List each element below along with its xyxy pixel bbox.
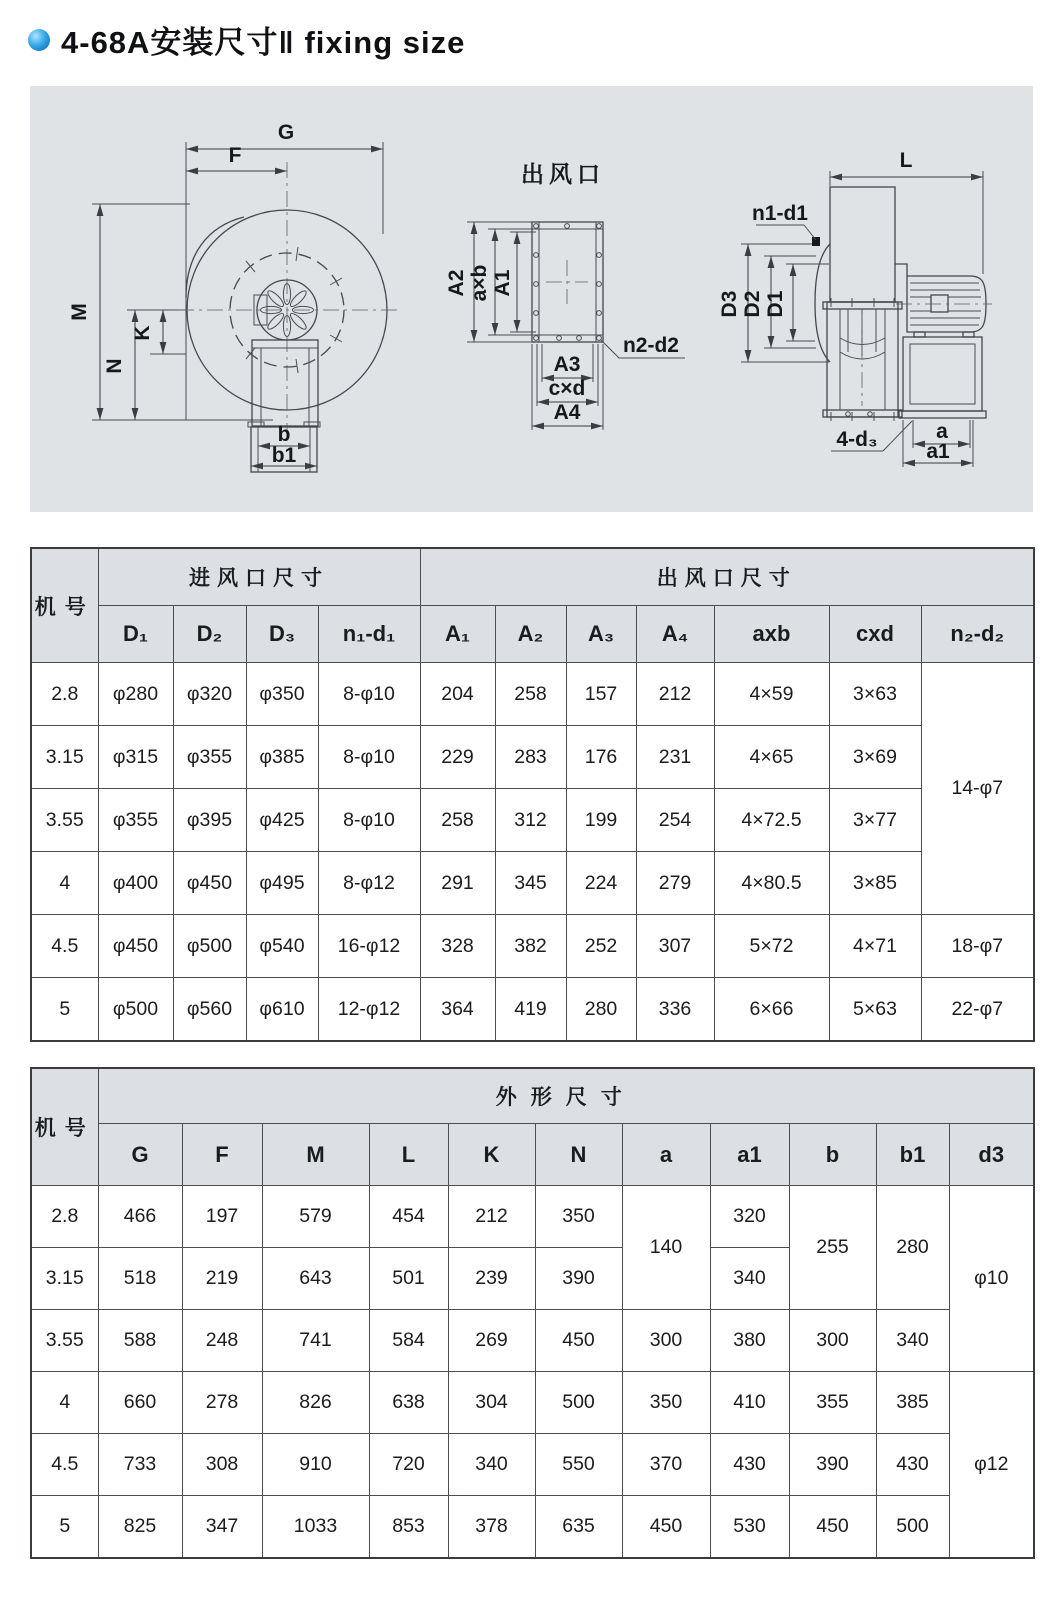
cell-G: 518: [98, 1248, 182, 1310]
dim-label-b1: b1: [271, 444, 297, 467]
cell-A2: 419: [495, 978, 566, 1042]
header-cell-N: N: [535, 1124, 622, 1186]
cell-model: 3.15: [31, 726, 98, 789]
cell-model: 2.8: [31, 663, 98, 726]
cell-a: 300: [622, 1310, 710, 1372]
cell-L: 853: [369, 1496, 448, 1559]
cell-cxd: 3×69: [829, 726, 921, 789]
front-view-drawing: [68, 121, 402, 472]
cell-b1: 280: [876, 1186, 949, 1310]
cell-a: 350: [622, 1372, 710, 1434]
dim-label-4-d3: 4-d₃: [836, 428, 878, 451]
cell-D1: φ315: [98, 726, 173, 789]
header-cell-D2: D₂: [173, 606, 246, 663]
cell-F: 219: [182, 1248, 262, 1310]
cell-A3: 176: [566, 726, 636, 789]
header-cell-A3: A₃: [566, 606, 636, 663]
dim-label-K: K: [131, 325, 154, 341]
table-row: [31, 663, 1034, 726]
table-row: [31, 726, 1034, 789]
cell-D2: φ560: [173, 978, 246, 1042]
cell-model: 5: [31, 1496, 98, 1559]
cell-D1: φ400: [98, 852, 173, 915]
cell-a: 370: [622, 1434, 710, 1496]
header-cell-a: a: [622, 1124, 710, 1186]
cell-model: 4: [31, 852, 98, 915]
cell-G: 466: [98, 1186, 182, 1248]
cell-A2: 312: [495, 789, 566, 852]
header-cell-G: G: [98, 1124, 182, 1186]
cell-b1: 385: [876, 1372, 949, 1434]
cell-D2: φ320: [173, 663, 246, 726]
cell-A3: 157: [566, 663, 636, 726]
cell-b: 300: [789, 1310, 876, 1372]
dim-label-G: G: [277, 121, 295, 144]
cell-F: 278: [182, 1372, 262, 1434]
cell-A2: 258: [495, 663, 566, 726]
cell-L: 454: [369, 1186, 448, 1248]
cell-model: 3.15: [31, 1248, 98, 1310]
cell-a1: 530: [710, 1496, 789, 1559]
side-view-drawing: [718, 149, 992, 467]
cell-A2: 382: [495, 915, 566, 978]
dim-label-axb: a×b: [468, 264, 491, 302]
dim-label-F: F: [228, 144, 242, 167]
header-cell-D1: D₁: [98, 606, 173, 663]
cell-F: 347: [182, 1496, 262, 1559]
dim-label-A2: A2: [445, 269, 468, 297]
header-cell-b1: b1: [876, 1124, 949, 1186]
cell-K: 239: [448, 1248, 535, 1310]
cell-n1-d1: 16-φ12: [318, 915, 420, 978]
dim-label-A3: A3: [553, 353, 581, 376]
cell-cxd: 4×71: [829, 915, 921, 978]
header-cell-A2: A₂: [495, 606, 566, 663]
cell-A4: 254: [636, 789, 714, 852]
cell-F: 197: [182, 1186, 262, 1248]
outlet-view-title: 出风口: [521, 161, 605, 187]
dim-label-L: L: [899, 149, 913, 172]
cell-G: 588: [98, 1310, 182, 1372]
cell-n2-d2: 14-φ7: [921, 663, 1034, 915]
cell-D1: φ500: [98, 978, 173, 1042]
cell-d3: φ12: [949, 1372, 1034, 1559]
cell-d3: φ10: [949, 1186, 1034, 1372]
title-bullet-icon: [28, 29, 50, 51]
cell-cxd: 3×85: [829, 852, 921, 915]
cell-K: 378: [448, 1496, 535, 1559]
cell-A3: 224: [566, 852, 636, 915]
inlet-outlet-dimension-table: [30, 547, 1035, 1042]
cell-L: 638: [369, 1372, 448, 1434]
cell-axb: 5×72: [714, 915, 829, 978]
cell-F: 248: [182, 1310, 262, 1372]
cell-a: 450: [622, 1496, 710, 1559]
header-cell-d3: d3: [949, 1124, 1034, 1186]
header-cell-a1: a1: [710, 1124, 789, 1186]
cell-A4: 307: [636, 915, 714, 978]
cell-b: 450: [789, 1496, 876, 1559]
cell-cxd: 5×63: [829, 978, 921, 1042]
cell-model: 4.5: [31, 915, 98, 978]
fan-dimension-drawing: [30, 86, 1033, 512]
diagram-panel: [30, 86, 1033, 512]
cell-D3: φ385: [246, 726, 318, 789]
dim-label-cxd: c×d: [548, 377, 586, 400]
dim-label-n2-d2: n2-d2: [622, 334, 680, 357]
header-cell-A4: A₄: [636, 606, 714, 663]
cell-N: 500: [535, 1372, 622, 1434]
cell-A1: 204: [420, 663, 495, 726]
header-cell-cxd: cxd: [829, 606, 921, 663]
cell-A1: 258: [420, 789, 495, 852]
cell-b: 355: [789, 1372, 876, 1434]
cell-n1-d1: 8-φ10: [318, 663, 420, 726]
dim-label-D3: D3: [718, 290, 741, 318]
cell-A1: 229: [420, 726, 495, 789]
cell-model: 2.8: [31, 1186, 98, 1248]
cell-A4: 212: [636, 663, 714, 726]
header-cell-D3: D₃: [246, 606, 318, 663]
header-cell-L: L: [369, 1124, 448, 1186]
cell-G: 660: [98, 1372, 182, 1434]
header-cell-M: M: [262, 1124, 369, 1186]
cell-n1-d1: 12-φ12: [318, 978, 420, 1042]
table-row: [31, 978, 1034, 1042]
cell-A3: 199: [566, 789, 636, 852]
cell-G: 825: [98, 1496, 182, 1559]
header-cell-A1: A₁: [420, 606, 495, 663]
cell-model: 4: [31, 1372, 98, 1434]
cell-D3: φ350: [246, 663, 318, 726]
cell-K: 304: [448, 1372, 535, 1434]
cell-b: 390: [789, 1434, 876, 1496]
cell-D2: φ450: [173, 852, 246, 915]
cell-K: 212: [448, 1186, 535, 1248]
cell-model: 3.55: [31, 789, 98, 852]
table-row: [31, 1434, 1034, 1496]
header-cell-F: F: [182, 1124, 262, 1186]
cell-N: 635: [535, 1496, 622, 1559]
cell-A3: 280: [566, 978, 636, 1042]
dim-label-b: b: [277, 423, 291, 446]
cell-a1: 380: [710, 1310, 789, 1372]
table-row: [31, 789, 1034, 852]
cell-K: 340: [448, 1434, 535, 1496]
cell-A4: 279: [636, 852, 714, 915]
cell-N: 450: [535, 1310, 622, 1372]
cell-A1: 291: [420, 852, 495, 915]
page-header: [0, 0, 1063, 62]
dim-label-a: a: [936, 420, 948, 443]
header-group-outlet: 出风口尺寸: [420, 548, 1034, 606]
dim-label-M: M: [68, 303, 91, 321]
cell-n1-d1: 8-φ10: [318, 726, 420, 789]
dim-label-A4: A4: [553, 401, 581, 424]
overall-dimension-table: [30, 1067, 1035, 1559]
dim-label-D1: D1: [764, 290, 787, 318]
cell-D1: φ355: [98, 789, 173, 852]
table-row: [31, 915, 1034, 978]
cell-n1-d1: 8-φ12: [318, 852, 420, 915]
header-cell-model: 机号: [31, 548, 98, 663]
cell-L: 501: [369, 1248, 448, 1310]
page-title: 4-68A安装尺寸‖ fixing size: [61, 25, 466, 60]
cell-A1: 328: [420, 915, 495, 978]
cell-axb: 4×59: [714, 663, 829, 726]
cell-D3: φ495: [246, 852, 318, 915]
header-cell-model: 机号: [31, 1068, 98, 1186]
cell-D2: φ500: [173, 915, 246, 978]
cell-M: 826: [262, 1372, 369, 1434]
cell-A2: 345: [495, 852, 566, 915]
cell-D2: φ395: [173, 789, 246, 852]
cell-a1: 320: [710, 1186, 789, 1248]
cell-model: 5: [31, 978, 98, 1042]
cell-cxd: 3×63: [829, 663, 921, 726]
cell-D3: φ425: [246, 789, 318, 852]
cell-M: 910: [262, 1434, 369, 1496]
cell-n2-d2: 22-φ7: [921, 978, 1034, 1042]
cell-K: 269: [448, 1310, 535, 1372]
cell-A2: 283: [495, 726, 566, 789]
cell-n1-d1: 8-φ10: [318, 789, 420, 852]
outlet-view-drawing: [445, 161, 685, 430]
cell-b1: 340: [876, 1310, 949, 1372]
cell-axb: 4×72.5: [714, 789, 829, 852]
cell-axb: 4×65: [714, 726, 829, 789]
table-row: [31, 1310, 1034, 1372]
table-row: [31, 852, 1034, 915]
header-cell-n1-d1: n₁-d₁: [318, 606, 420, 663]
cell-a1: 340: [710, 1248, 789, 1310]
cell-model: 3.55: [31, 1310, 98, 1372]
cell-D3: φ610: [246, 978, 318, 1042]
dim-label-n1-d1: n1-d1: [751, 202, 809, 225]
cell-axb: 6×66: [714, 978, 829, 1042]
cell-axb: 4×80.5: [714, 852, 829, 915]
cell-a1: 430: [710, 1434, 789, 1496]
header-cell-b: b: [789, 1124, 876, 1186]
cell-F: 308: [182, 1434, 262, 1496]
dim-label-a1: a1: [926, 440, 950, 463]
cell-M: 741: [262, 1310, 369, 1372]
cell-L: 720: [369, 1434, 448, 1496]
header-cell-K: K: [448, 1124, 535, 1186]
cell-a1: 410: [710, 1372, 789, 1434]
cell-A3: 252: [566, 915, 636, 978]
header-group-inlet: 进风口尺寸: [98, 548, 420, 606]
cell-model: 4.5: [31, 1434, 98, 1496]
cell-A1: 364: [420, 978, 495, 1042]
cell-G: 733: [98, 1434, 182, 1496]
cell-M: 643: [262, 1248, 369, 1310]
cell-N: 390: [535, 1248, 622, 1310]
dim-label-N: N: [103, 358, 126, 374]
cell-D3: φ540: [246, 915, 318, 978]
cell-A4: 231: [636, 726, 714, 789]
cell-b1: 500: [876, 1496, 949, 1559]
header-cell-n2-d2: n₂-d₂: [921, 606, 1034, 663]
table-row: [31, 1496, 1034, 1559]
table-row: [31, 1372, 1034, 1434]
cell-D1: φ280: [98, 663, 173, 726]
cell-D2: φ355: [173, 726, 246, 789]
cell-a: 140: [622, 1186, 710, 1310]
dim-label-D2: D2: [741, 290, 764, 318]
cell-M: 1033: [262, 1496, 369, 1559]
header-cell-axb: axb: [714, 606, 829, 663]
header-group-overall: 外形尺寸: [98, 1068, 1034, 1124]
cell-cxd: 3×77: [829, 789, 921, 852]
cell-n2-d2: 18-φ7: [921, 915, 1034, 978]
cell-b1: 430: [876, 1434, 949, 1496]
cell-M: 579: [262, 1186, 369, 1248]
cell-A4: 336: [636, 978, 714, 1042]
cell-D1: φ450: [98, 915, 173, 978]
cell-N: 550: [535, 1434, 622, 1496]
dim-label-A1: A1: [491, 269, 514, 297]
cell-b: 255: [789, 1186, 876, 1310]
cell-L: 584: [369, 1310, 448, 1372]
cell-N: 350: [535, 1186, 622, 1248]
table-row: [31, 1186, 1034, 1248]
